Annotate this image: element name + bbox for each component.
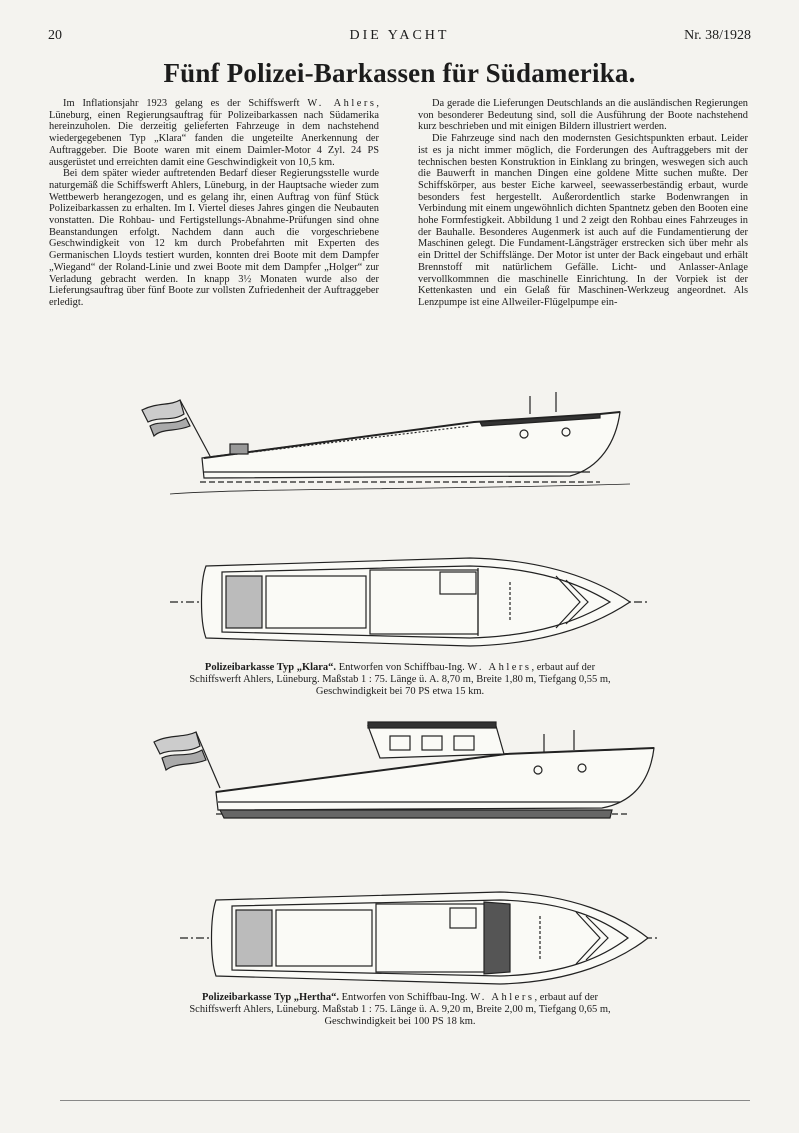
hertha-plan-view-drawing bbox=[180, 886, 660, 990]
klara-caption-line2: Schiffswerft Ahlers, Lüneburg. Maßstab 1 : 75. Länge ü. A. 8,70 m, Breite 1,80 m, Tiefgang 0,55 m, bbox=[189, 674, 611, 685]
magazine-title: DIE YACHT bbox=[349, 28, 450, 43]
klara-caption-title: Polizeibarkasse Typ „Klara“. bbox=[204, 662, 337, 673]
text-run: , erbaut auf der bbox=[531, 662, 596, 673]
left-paragraph-2: Bei dem später wieder auftretenden Bedarf dieser Regierungsstelle wurde naturgemäß die Schiffswerft Ahlers, Lüneburg, in der Hauptsache wieder zum Wettbewerb herangezogen, und es gelang ihr, einen Auftrag von fünf Stück Polizeibarkassen zu erhalten. Im I. Viertel dieses Jahres gingen die Neubauten vonstatten. Die Rohbau- und Fertigstellungs-Abnahme-Prüfungen sind ohne Beanstandungen erfolgt. Nachdem dann auch die vorgeschriebene Geschwindigkeit von 12 km durch Probefahrten mit Experten des Germanischen Lloyds testiert wurden, konnten drei Boote mit dem Dampfer „Wiegand“ der Roland-Linie und zwei Boote mit dem Dampfer „Holger“ zur Verladung gebracht werden. In knapp 3½ Monaten wurde also der Lieferungsauftrag über fünf Boote zur vollsten Zufriedenheit der Auftraggeber erledigt. bbox=[49, 168, 379, 308]
text-run: Entworfen von Schiffbau-Ing. bbox=[336, 662, 468, 673]
left-column bbox=[49, 98, 379, 309]
hertha-caption-line2: Schiffswerft Ahlers, Lüneburg. Maßstab 1 : 75. Länge ü. A. 9,20 m, Breite 2,00 m, Tiefgang 0,65 m, bbox=[189, 1004, 611, 1015]
right-paragraph-2: Die Fahrzeuge sind nach den modernsten Gesichtspunkten erbaut. Leider ist es ja nicht immer möglich, die Forderungen des Auftraggebers mit der technischen besten Konstruktion in Einklang zu bringen, weswegen sich auch die Bauwerft in manchen Dingen eine goldene Mitte suchen mußte. Der Schiffskörper, aus bester Eiche karweel, seewasserbeständig erbaut, wurde besonders fest hergestellt. Außerordentlich starke Bodenwrangen in Verbindung mit einem ungewöhnlich dichten Spantnetz geben den Booten eine hohe Formfestigkeit. Abbildung 1 und 2 zeigt den Rohbau eines Fahrzeuges in der Bauhalle. Besonderes Augenmerk ist auch auf die Fundamentierung der Maschinen gelegt. Die Fundament-Längsträger erstrecken sich über mehr als ein Drittel der Schiffslänge. Der Motor ist unter der Back eingebaut und erhält Brennstoff mit natürlichem Gefälle. Licht- und Anlasser-Anlage vervollkommnen die maschinelle Einrichtung. In der Vorpiek ist der Kettenkasten und ein Gelaß für Maschinen-Werkzeug angeordnet. Als Lenzpumpe ist eine Allweiler-Flügelpumpe ein- bbox=[418, 133, 748, 308]
page-number: 20 bbox=[48, 28, 62, 43]
page-bottom-rule bbox=[60, 1100, 750, 1101]
page-header bbox=[48, 28, 751, 46]
text-run: , erbaut auf der bbox=[534, 992, 598, 1003]
shipyard-name: W. Ahlers bbox=[307, 98, 377, 109]
hertha-caption-line3: Geschwindigkeit bei 100 PS 18 km. bbox=[324, 1016, 476, 1027]
hertha-side-view-drawing bbox=[140, 718, 670, 834]
klara-plan-view-drawing bbox=[170, 552, 650, 652]
right-paragraph-1: Da gerade die Lieferungen Deutschlands an die ausländischen Regierungen von besonderer Bedeutung sind, soll die Ausführung der Boote nachstehend kurz beschrieben und mit einigen Bildern illustriert werden. bbox=[418, 98, 748, 133]
hertha-caption bbox=[120, 992, 680, 1028]
klara-caption bbox=[120, 662, 680, 698]
text-run: , Lüneburg, einen Regierungsauftrag für Polizeibarkassen nach Südamerika hereinzuholen. Die derzeitig gelieferten Fahrzeuge in dem nachstehend wiedergegebenen Typ „Klara“ fanden die ungeteilte Anerkennung der Auftraggeber. Die Boote waren mit einem Daimler-Motor 4 Zyl. 24 PS ausgerüstet und erreichten damit eine Geschwindigkeit von 10,5 km. bbox=[49, 98, 379, 168]
text-run: Entworfen von Schiffbau-Ing. bbox=[338, 992, 471, 1003]
klara-designer: W. Ahlers bbox=[467, 662, 532, 673]
hertha-designer: W. Ahlers bbox=[470, 992, 535, 1003]
klara-caption-line3: Geschwindigkeit bei 70 PS etwa 15 km. bbox=[315, 686, 485, 697]
left-paragraph-1 bbox=[49, 98, 379, 168]
article-title: Fünf Polizei-Barkassen für Südamerika. bbox=[163, 58, 636, 88]
klara-side-view-drawing bbox=[130, 392, 650, 510]
right-column bbox=[418, 98, 748, 309]
text-run: Im Inflationsjahr 1923 gelang es der Schiffswerft bbox=[63, 98, 308, 109]
hertha-caption-title: Polizeibarkasse Typ „Hertha“. bbox=[202, 992, 339, 1003]
issue-number: Nr. 38/1928 bbox=[684, 28, 751, 43]
